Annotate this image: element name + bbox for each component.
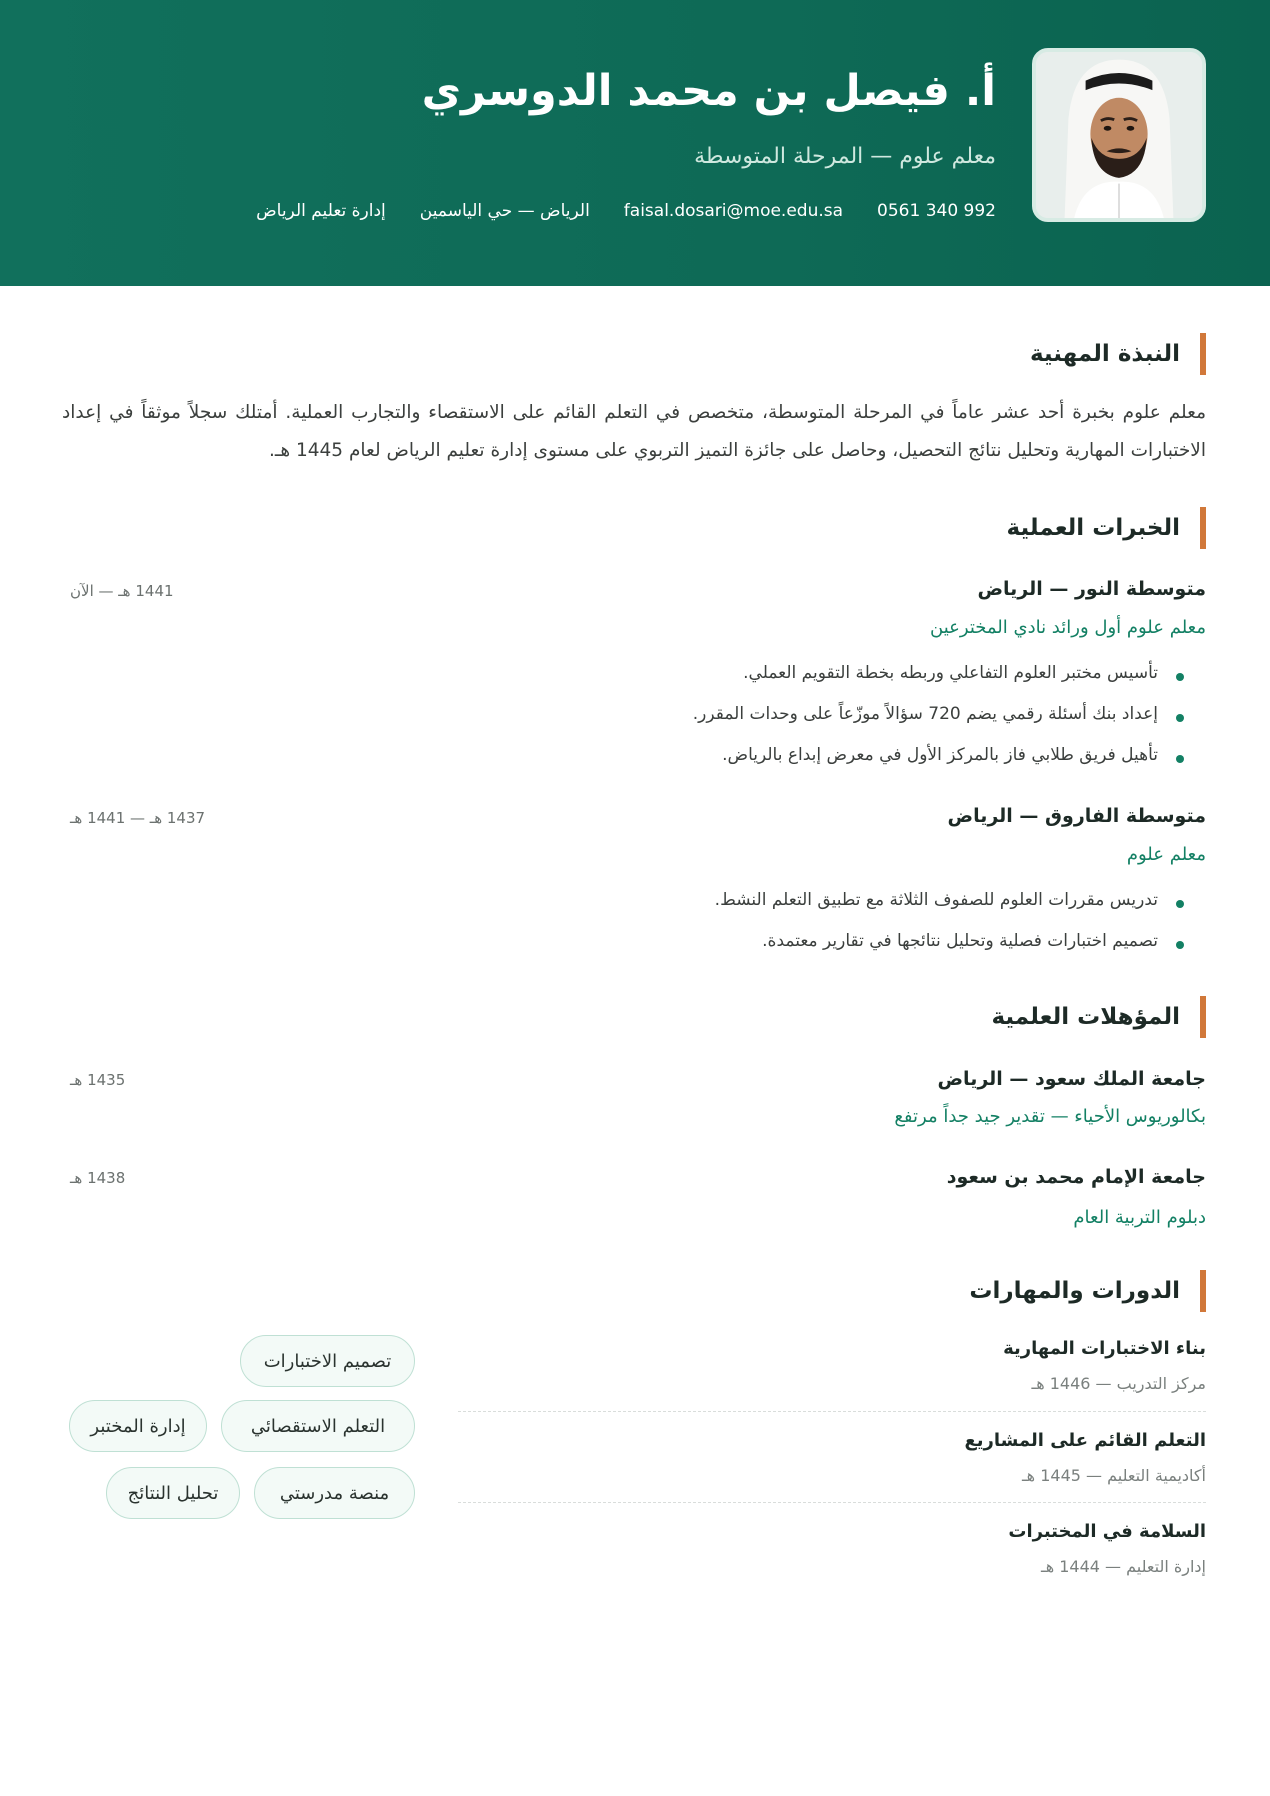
section-title-courses (969, 1270, 1206, 1312)
profile-photo (1032, 48, 1206, 222)
contact-organization: إدارة تعليم الرياض (256, 201, 386, 221)
experience-bullets (715, 890, 1180, 972)
course-divider (458, 1502, 1206, 1503)
section-accent-bar (1200, 1270, 1206, 1312)
summary-text: معلم علوم بخبرة أحد عشر عاماً في المرحلة المتوسطة، متخصص في التعلم القائم على الاستقصاء والتجارب العملية. أمتلك سجلاً موثقاً في إعداد الاختبارات المهارية وتحليل نتائج التحصيل، وحاصل على جائزة التميز التربوي على مستوى إدارة تعليم الرياض لعام 1445 هـ. (62, 402, 1206, 461)
education-date: 1435 هـ (70, 1071, 126, 1089)
education-degree: دبلوم التربية العام (1073, 1207, 1206, 1228)
contact-phone[interactable]: 0561 340 992 (877, 201, 996, 221)
bullet-item: تدريس مقررات العلوم للصفوف الثلاثة مع تطبيق التعلم النشط. (715, 890, 1180, 931)
experience-place: متوسطة الفاروق — الرياض (947, 805, 1206, 827)
avatar-illustration (1036, 52, 1202, 218)
skill-chip: تصميم الاختبارات (240, 1335, 415, 1387)
section-title-summary (1030, 333, 1206, 375)
course-meta: إدارة التعليم — 1444 هـ (1041, 1557, 1206, 1576)
education-date: 1438 هـ (70, 1169, 126, 1187)
section-accent-bar (1200, 996, 1206, 1038)
education-degree: بكالوريوس الأحياء — تقدير جيد جداً مرتفع (894, 1106, 1206, 1127)
experience-date: 1437 هـ — 1441 هـ (70, 809, 206, 827)
course-meta: أكاديمية التعليم — 1445 هـ (1021, 1466, 1206, 1485)
person-title: معلم علوم — المرحلة المتوسطة (694, 144, 996, 169)
section-title-text: الخبرات العملية (1006, 515, 1180, 541)
experience-place: متوسطة النور — الرياض (977, 578, 1206, 600)
person-name: أ. فيصل بن محمد الدوسري (421, 66, 996, 116)
experience-date: 1441 هـ — الآن (70, 582, 174, 600)
course-title: السلامة في المختبرات (1008, 1521, 1206, 1542)
section-accent-bar (1200, 507, 1206, 549)
experience-role: معلم علوم (1126, 844, 1206, 865)
skill-chip: التعلم الاستقصائي (221, 1400, 415, 1452)
section-accent-bar (1200, 333, 1206, 375)
bullet-item: تأهيل فريق طلابي فاز بالمركز الأول في معرض إبداع بالرياض. (693, 745, 1180, 786)
bullet-item: إعداد بنك أسئلة رقمي يضم 720 سؤالاً موزّعاً على وحدات المقرر. (693, 704, 1180, 745)
course-divider (458, 1411, 1206, 1412)
skill-chip: تحليل النتائج (106, 1467, 240, 1519)
course-title: بناء الاختبارات المهارية (1003, 1338, 1206, 1359)
header-banner (0, 0, 1270, 286)
contact-location: الرياض — حي الياسمين (419, 201, 590, 221)
experience-role: معلم علوم أول ورائد نادي المخترعين (930, 617, 1206, 638)
section-title-text: المؤهلات العلمية (991, 1004, 1180, 1030)
education-place: جامعة الإمام محمد بن سعود (946, 1166, 1206, 1188)
bullet-item: تأسيس مختبر العلوم التفاعلي وربطه بخطة التقويم العملي. (693, 663, 1180, 704)
skill-chip: منصة مدرستي (254, 1467, 415, 1519)
section-title-text: الدورات والمهارات (969, 1278, 1180, 1304)
section-title-experience (1007, 507, 1206, 549)
contact-row (256, 201, 996, 221)
course-title: التعلم القائم على المشاريع (964, 1430, 1206, 1451)
section-title-text: النبذة المهنية (1029, 341, 1180, 367)
experience-bullets (693, 663, 1180, 786)
education-place: جامعة الملك سعود — الرياض (937, 1068, 1206, 1090)
skill-chip: إدارة المختبر (69, 1400, 207, 1452)
contact-email[interactable]: faisal.dosari@moe.edu.sa (623, 201, 844, 221)
course-meta: مركز التدريب — 1446 هـ (1031, 1374, 1206, 1393)
section-title-education (991, 996, 1206, 1038)
bullet-item: تصميم اختبارات فصلية وتحليل نتائجها في تقارير معتمدة. (715, 931, 1180, 972)
